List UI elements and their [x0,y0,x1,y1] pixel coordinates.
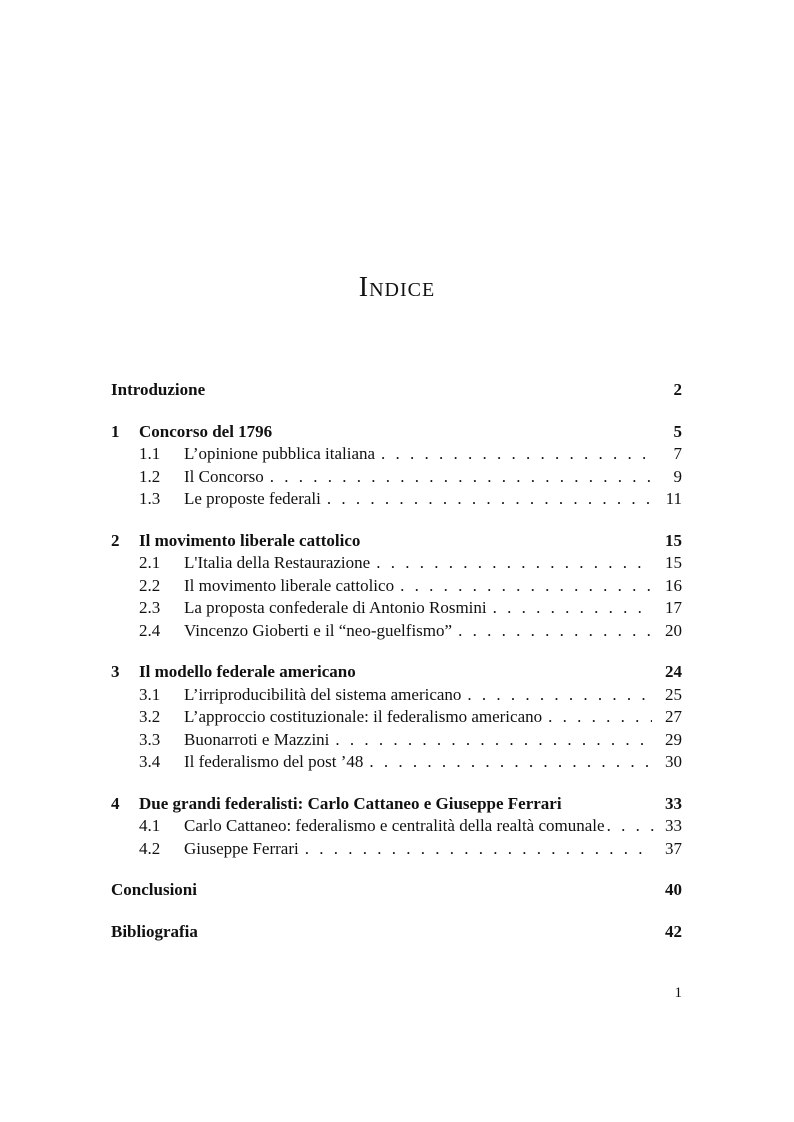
toc-entry-section-2-4[interactable] [111,620,682,643]
toc-entry-title: Carlo Cattaneo: federalismo e centralità della realtà comunale [184,816,605,835]
toc-entry-conclusions[interactable] [111,879,682,902]
toc-entry-section-2-2[interactable] [111,575,682,598]
toc-entry-number: 1.1 [139,444,161,463]
toc-entry-section-2-1[interactable] [111,552,682,575]
toc-entry-page: 24 [665,662,682,681]
toc-entry-number: 3.3 [139,729,161,749]
toc-entry-title: L’opinione pubblica italiana [184,444,376,463]
toc-entry-chapter-2[interactable] [111,530,682,553]
toc-entry-title: Buonarroti e Mazzini [184,729,330,749]
toc-entry-page: 29 [665,729,682,749]
toc-entry-page: 30 [665,752,682,771]
toc-entry-title: Il movimento liberale cattolico [184,575,395,595]
toc-leader [458,620,652,643]
toc-entry-section-3-1[interactable] [111,684,682,707]
toc-entry-section-4-2[interactable] [111,838,682,861]
toc-leader [335,729,652,752]
toc-entry-title: Conclusioni [111,880,197,899]
toc-entry-title: Introduzione [111,380,206,399]
toc-entry-number: 1.3 [139,489,161,508]
toc-entry-title: Il movimento liberale cattolico [139,530,361,550]
toc-entry-number: 2.3 [139,598,161,617]
toc-entry-number: 4.2 [139,838,161,858]
toc-entry-title: L’irriproducibilità del sistema americano [184,684,462,704]
toc-entry-section-1-3[interactable] [111,488,682,511]
toc-leader [400,575,652,598]
toc-leader [305,838,652,861]
toc-entry-page: 17 [665,598,682,617]
toc-entry-page: 7 [673,444,682,463]
toc-entry-page: 33 [665,816,682,835]
page-number: 1 [674,985,682,1001]
toc-entry-title: Vincenzo Gioberti e il “neo-guelfismo” [184,620,453,640]
toc-entry-number: 3.4 [139,752,161,771]
toc-entry-section-2-3[interactable] [111,597,682,620]
toc-entry-number: 3 [111,662,120,681]
toc-entry-title: Concorso del 1796 [139,421,273,441]
table-of-contents [111,379,682,943]
toc-entry-number: 2 [111,530,120,550]
toc-entry-page: 20 [665,620,682,640]
toc-entry-page: 9 [673,466,682,486]
toc-entry-page: 40 [665,880,682,899]
toc-entry-title: Le proposte federali [184,489,321,508]
toc-entry-title: L'Italia della Restaurazione [184,553,371,572]
toc-leader [376,552,652,575]
toc-entry-title: Il modello federale americano [139,662,356,681]
toc-leader [381,443,652,466]
toc-entry-page: 25 [665,684,682,704]
toc-entry-title: Il Concorso [184,466,264,486]
toc-entry-title: L’approccio costituzionale: il federalismo americano [184,707,543,726]
toc-entry-page: 42 [665,921,682,941]
toc-leader [607,815,658,838]
toc-entry-number: 3.2 [139,707,161,726]
toc-entry-number: 2.2 [139,575,161,595]
toc-entry-page: 15 [665,553,682,572]
toc-entry-number: 4.1 [139,816,161,835]
toc-entry-chapter-4[interactable] [111,793,682,816]
toc-entry-number: 2.1 [139,553,161,572]
toc-entry-title: Due grandi federalisti: Carlo Cattaneo e Giuseppe Ferrari [139,793,562,813]
toc-entry-page: 16 [665,575,682,595]
page-title: Indice [358,272,436,303]
toc-entry-page: 5 [673,421,682,441]
toc-entry-number: 2.4 [139,620,161,640]
toc-leader [369,751,652,774]
toc-leader [548,706,652,729]
toc-entry-section-4-1[interactable] [111,815,682,838]
toc-entry-title: La proposta confederale di Antonio Rosmini [184,598,487,617]
toc-entry-chapter-1[interactable] [111,421,682,444]
toc-entry-introduction[interactable] [111,379,682,402]
toc-entry-page: 27 [665,707,682,726]
toc-entry-number: 4 [111,793,120,813]
toc-entry-page: 2 [673,380,682,399]
toc-entry-section-1-1[interactable] [111,443,682,466]
toc-leader [327,488,652,511]
toc-leader [270,466,652,489]
toc-entry-chapter-3[interactable] [111,661,682,684]
toc-entry-number: 1.2 [139,466,161,486]
toc-entry-title: Bibliografia [111,921,198,941]
toc-entry-title: Il federalismo del post ’48 [184,752,364,771]
toc-leader [493,597,652,620]
toc-leader [467,684,652,707]
toc-entry-section-1-2[interactable] [111,466,682,489]
toc-entry-number: 3.1 [139,684,161,704]
toc-entry-page: 37 [665,838,682,858]
toc-entry-section-3-3[interactable] [111,729,682,752]
toc-entry-number: 1 [111,421,120,441]
toc-entry-title: Giuseppe Ferrari [184,838,299,858]
toc-entry-page: 15 [665,530,682,550]
toc-entry-page: 33 [665,793,682,813]
toc-entry-bibliography[interactable] [111,921,682,944]
toc-entry-section-3-2[interactable] [111,706,682,729]
toc-entry-page: 11 [665,489,682,508]
toc-entry-section-3-4[interactable] [111,751,682,774]
